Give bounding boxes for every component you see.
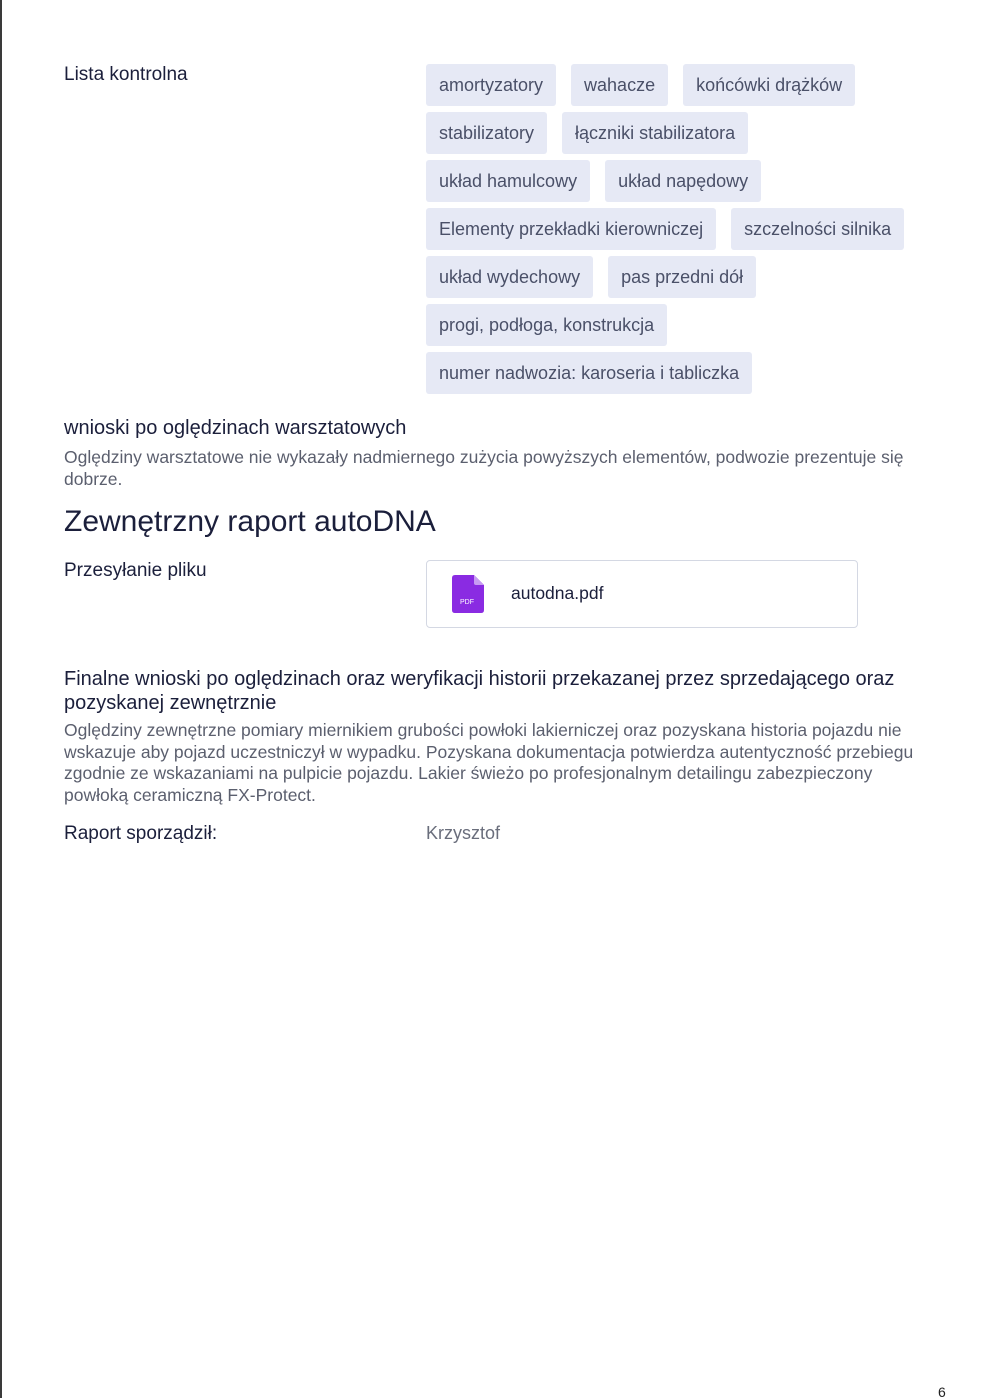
file-upload-label: Przesyłanie pliku <box>64 560 207 581</box>
tag-row <box>426 304 926 346</box>
checklist-tag: amortyzatory <box>426 64 556 106</box>
tag-row <box>426 160 926 202</box>
author-value: Krzysztof <box>426 823 501 843</box>
checklist-tags <box>426 64 926 400</box>
tag-row <box>426 64 926 106</box>
page-number: 6 <box>938 1384 946 1400</box>
checklist-tag: Elementy przekładki kierowniczej <box>426 208 716 250</box>
file-attachment[interactable] <box>426 560 858 628</box>
checklist-tag: progi, podłoga, konstrukcja <box>426 304 667 346</box>
pdf-file-icon <box>452 575 484 613</box>
checklist-tag: układ hamulcowy <box>426 160 590 202</box>
workshop-text: Oględziny warsztatowe nie wykazały nadmiernego zużycia powyższych elementów, podwozie prezentuje się dobrze. <box>64 447 904 489</box>
final-text: Oględziny zewnętrzne pomiary miernikiem grubości powłoki lakierniczej oraz pozyskana historia pojazdu nie wskazuje aby pojazd uczestniczył w wypadku. Pozyskana dokumentacja potwierdza autentyczność przebiegu zgodnie ze wskazaniami na pulpicie pojazdu. Lakier świeżo po profesjonalnym detailingu zabezpieczony powłoką ceramiczną FX-Protect. <box>64 720 914 805</box>
pdf-icon-label: PDF <box>460 599 474 606</box>
checklist-tag: wahacze <box>571 64 668 106</box>
tag-row <box>426 208 926 250</box>
checklist-tag: pas przedni dół <box>608 256 756 298</box>
tag-row <box>426 352 926 394</box>
checklist-tag: numer nadwozia: karoseria i tabliczka <box>426 352 752 394</box>
external-report-title: Zewnętrzny raport autoDNA <box>64 505 436 538</box>
checklist-tag: szczelności silnika <box>731 208 904 250</box>
tag-row <box>426 112 926 154</box>
checklist-tag: układ wydechowy <box>426 256 593 298</box>
workshop-heading: wnioski po oględzinach warsztatowych <box>64 417 407 439</box>
final-heading: Finalne wnioski po oględzinach oraz weryfikacji historii przekazanej przez sprzedającego oraz pozyskanej zewnętrznie <box>64 668 895 714</box>
checklist-tag: końcówki drążków <box>683 64 855 106</box>
checklist-tag: łączniki stabilizatora <box>562 112 748 154</box>
author-label: Raport sporządził: <box>64 823 218 844</box>
tag-row <box>426 256 926 298</box>
page-left-border <box>0 0 2 1398</box>
checklist-tag: układ napędowy <box>605 160 761 202</box>
checklist-tag: stabilizatory <box>426 112 547 154</box>
checklist-label: Lista kontrolna <box>64 64 188 85</box>
file-name[interactable]: autodna.pdf <box>511 583 604 603</box>
